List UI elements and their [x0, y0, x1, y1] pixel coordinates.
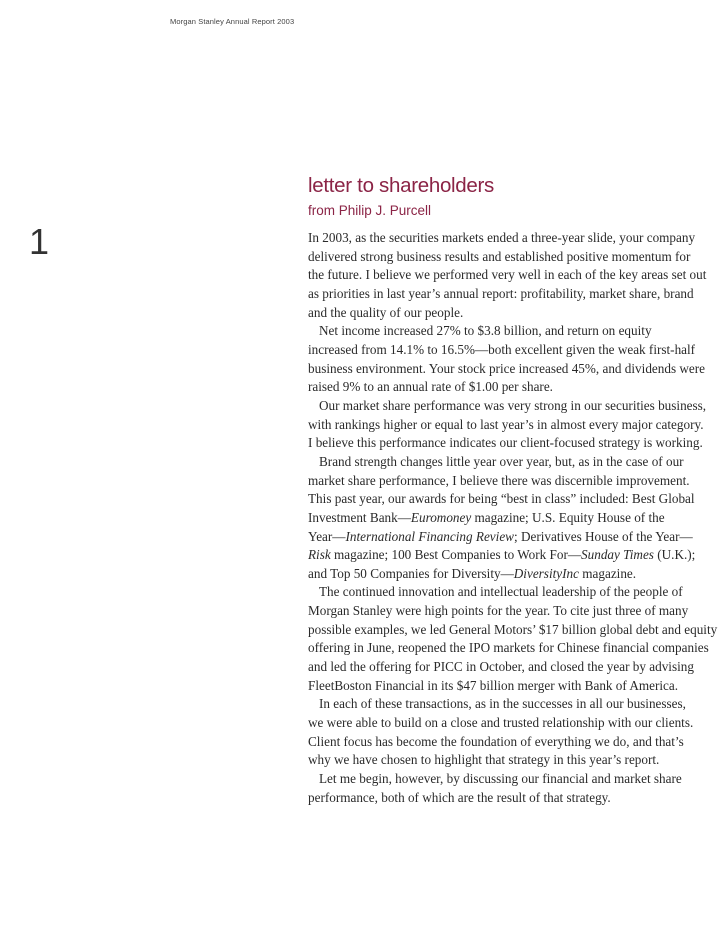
publication-name: Sunday Times — [581, 547, 654, 563]
body-line: why we have chosen to highlight that strategy in this year’s report. — [308, 752, 660, 768]
body-line: as priorities in last year’s annual report: profitability, market share, brand — [308, 285, 694, 301]
body-line: performance, both of which are the result of that strategy. — [308, 789, 611, 805]
publication-name: Euromoney — [410, 509, 472, 525]
text-run: ; Derivatives House of the Year— — [513, 528, 693, 544]
publication-name: DiversityInc — [513, 565, 579, 581]
publication-name: International Financing Review — [345, 528, 514, 544]
body-line: Client focus has become the foundation of everything we do, and that’s — [308, 733, 684, 749]
page-number: 1 — [29, 221, 50, 262]
body-line — [308, 546, 696, 565]
body-line: Our market share performance was very strong in our securities business, — [319, 397, 707, 413]
body-line: market share performance, I believe there was discernible improvement. — [308, 472, 690, 488]
text-run: magazine; U.S. Equity House of the — [471, 509, 665, 525]
text-run: Investment Bank— — [308, 509, 411, 525]
body-line: and the quality of our people. — [308, 304, 464, 320]
body-line: increased from 14.1% to 16.5%—both excellent given the weak first-half — [308, 341, 696, 357]
text-run: and Top 50 Companies for Diversity— — [308, 565, 514, 581]
body-line: we were able to build on a close and trusted relationship with our clients. — [308, 715, 694, 731]
body-line — [308, 528, 693, 547]
body-line: Brand strength changes little year over year, but, as in the case of our — [319, 453, 684, 469]
text-run: magazine; 100 Best Companies to Work For— — [330, 547, 582, 563]
text-run: Year— — [308, 528, 346, 544]
body-line: The continued innovation and intellectual leadership of the people of — [319, 584, 683, 600]
body-line: raised 9% to an annual rate of $1.00 per share. — [308, 379, 553, 395]
running-head: Morgan Stanley Annual Report 2003 — [170, 17, 295, 26]
body-line: possible examples, we led General Motors’ $17 billion global debt and equity — [308, 621, 718, 637]
body-line: FleetBoston Financial in its $47 billion merger with Bank of America. — [308, 677, 679, 693]
body-line: business environment. Your stock price increased 45%, and dividends were — [308, 360, 706, 376]
body-line: Morgan Stanley were high points for the year. To cite just three of many — [308, 603, 689, 619]
body-line: In 2003, as the securities markets ended a three-year slide, your company — [308, 230, 696, 245]
body-line: Let me begin, however, by discussing our financial and market share — [319, 771, 682, 787]
body-line: offering in June, reopened the IPO markets for Chinese financial companies — [308, 640, 709, 656]
text-run: magazine. — [578, 565, 637, 581]
body-line: and led the offering for PICC in October, and closed the year by advising — [308, 659, 694, 675]
body-line: Net income increased 27% to $3.8 billion, and return on equity — [319, 323, 652, 339]
body-line: with rankings higher or equal to last year’s in almost every major category. — [308, 416, 704, 432]
page-subtitle: from Philip J. Purcell — [308, 203, 432, 218]
page-title: letter to shareholders — [308, 174, 494, 197]
body-line: the future. I believe we performed very well in each of the key areas set out — [308, 267, 707, 283]
body-line — [308, 565, 693, 584]
body-line: I believe this performance indicates our client-focused strategy is working. — [308, 435, 703, 451]
body-line: In each of these transactions, as in the successes in all our businesses, — [319, 696, 686, 712]
body-line: This past year, our awards for being “best in class” included: Best Global — [308, 491, 695, 507]
text-run: (U.K.); — [653, 547, 696, 563]
letter-body — [308, 229, 718, 807]
body-line — [308, 509, 693, 528]
publication-name: Risk — [308, 547, 331, 563]
body-line: delivered strong business results and established positive momentum for — [308, 248, 691, 264]
